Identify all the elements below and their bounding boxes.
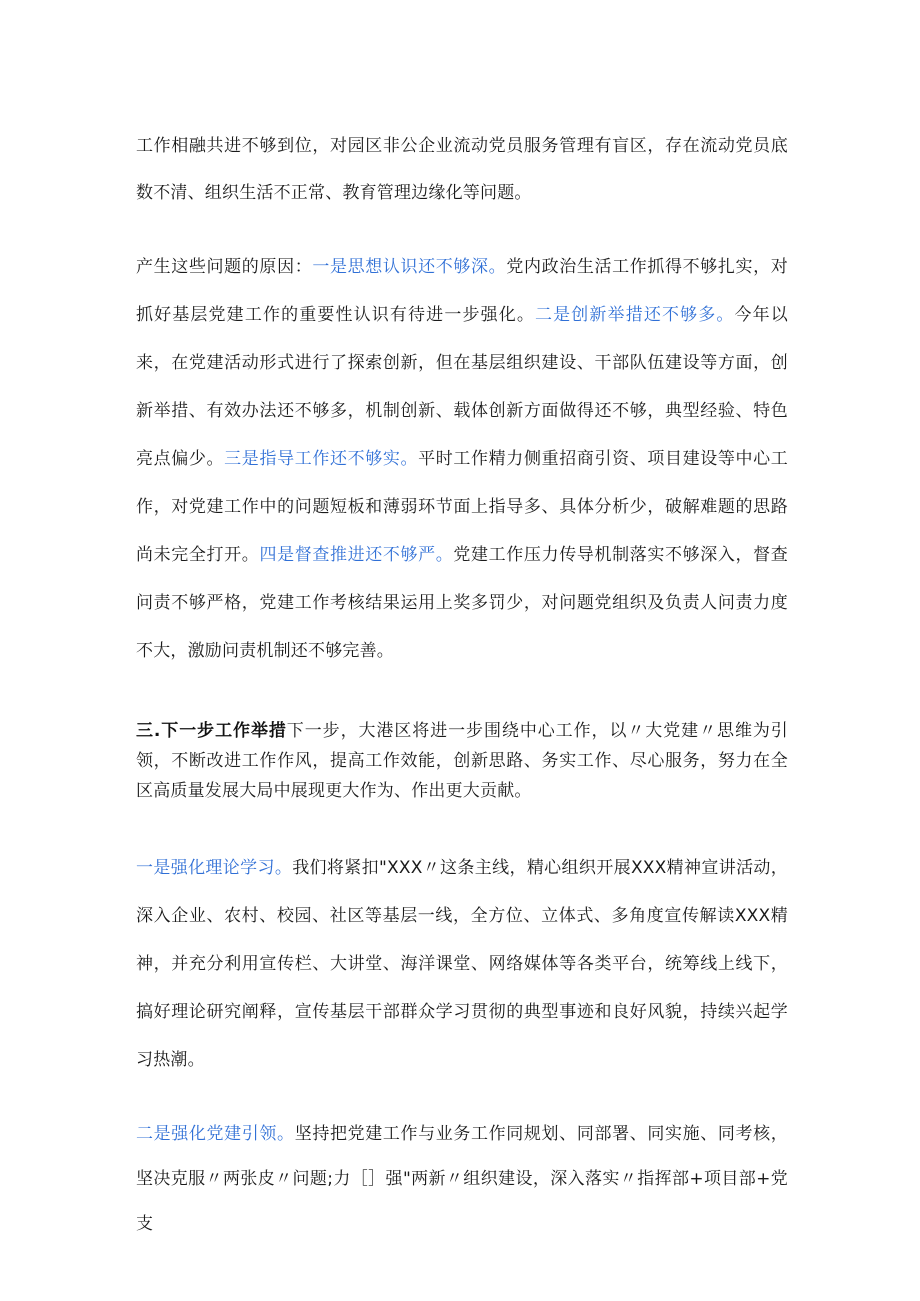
- paragraph-text: 工作相融共进不够到位，对园区非公企业流动党员服务管理有盲区，存在流动党员底数不清、组织生活不正常、教育管理边缘化等问题。: [136, 136, 788, 203]
- cause-text-4: 党建工作压力传导机制落实不够深入，督查问责不够严格，党建工作考核结果运用上奖多罚少，对问题党组织及负责人问责力度不大，激励问责机制还不够完善。: [136, 545, 788, 661]
- paragraph-party-leadership: [136, 1112, 788, 1247]
- cause-heading-4: 四是督查推进还不够严。: [259, 545, 454, 565]
- causes-intro: 产生这些问题的原因：: [136, 257, 313, 277]
- section-text: 下一步，大港区将进一步围绕中心工作，以〃大党建〃思维为引领，不断改进工作作风，提高工作效能，创新思路、务实工作、尽心服务，努力在全区高质量发展大局中展现更大作为、作出更大贡献。: [136, 721, 788, 801]
- measure-text-2: 坚持把党建工作与业务工作同规划、同部署、同实施、同考核，坚决克服〃两张皮〃问题;力［］强"两新〃组织建设，深入落实〃指挥部+项目部+党支: [136, 1124, 788, 1234]
- paragraph-problems-continued: [136, 123, 788, 217]
- section-heading: 三.下一步工作举措: [136, 721, 287, 741]
- cause-text-3: 平时工作精力侧重招商引资、项目建设等中心工作，对党建工作中的问题短板和薄弱环节面上指导多、具体分析少，破解难题的思路尚未完全打开。: [136, 449, 789, 565]
- cause-heading-3: 三是指导工作还不够实。: [224, 449, 419, 469]
- paragraph-next-steps: [136, 716, 788, 806]
- cause-text-1: 党内政治生活工作抓得不够扎实，对抓好基层党建工作的重要性认识有待进一步强化。: [136, 257, 789, 325]
- paragraph-theory-study: [136, 844, 788, 1084]
- paragraph-causes: [136, 243, 788, 675]
- measure-heading-2: 二是强化党建引领。: [136, 1124, 295, 1144]
- cause-heading-1: 一是思想认识还不够深。: [312, 257, 507, 277]
- measure-heading-1: 一是强化理论学习。: [136, 858, 293, 878]
- cause-heading-2: 二是创新举措还不够多。: [535, 305, 735, 325]
- measure-text-1: 我们将紧扣"XXX〃这条主线，精心组织开展XXX精神宣讲活动，深入企业、农村、校园、社区等基层一线，全方位、立体式、多角度宣传解读XXX精神，并充分利用宣传栏、大讲堂、海洋课堂、网络媒体等各类平台，统筹线上线下，搞好理论研究阐释，宣传基层干部群众学习贯彻的典型事迹和良好风貌，持续兴起学习热潮。: [136, 858, 788, 1070]
- cause-text-2: 今年以来，在党建活动形式进行了探索创新，但在基层组织建设、干部队伍建设等方面，创新举措、有效办法还不够多，机制创新、载体创新方面做得还不够，典型经验、特色亮点偏少。: [136, 305, 789, 469]
